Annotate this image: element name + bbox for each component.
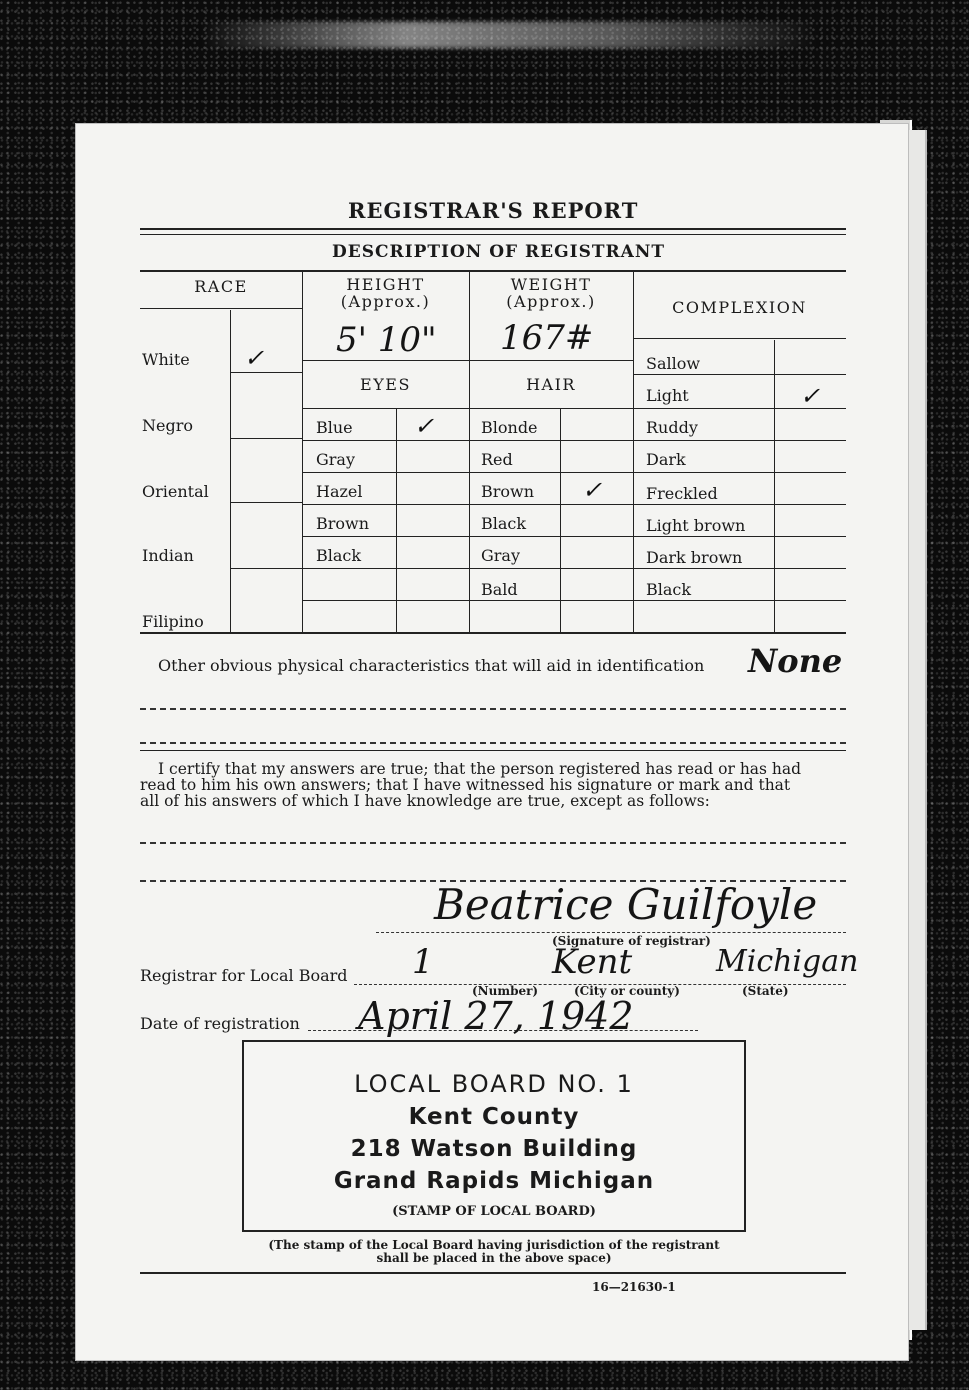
race-check-divider	[230, 310, 231, 632]
local-board-city: Kent	[552, 942, 633, 982]
rule	[140, 228, 846, 230]
registration-card	[76, 124, 908, 1360]
registrar-signature: Beatrice Guilfoyle	[434, 880, 818, 929]
rule	[633, 374, 846, 375]
scan-top-band	[200, 22, 820, 48]
dashed-rule	[140, 708, 846, 710]
stamp-note: shall be placed in the above space)	[376, 1251, 612, 1265]
rule	[633, 440, 846, 441]
hair-option: Bald	[481, 580, 518, 599]
certification-text: all of his answers of which I have knowledge are true, except as follows:	[140, 792, 710, 810]
complexion-option: Dark	[646, 450, 686, 469]
eyes-option: Hazel	[316, 482, 363, 501]
rule	[469, 472, 633, 473]
stamp-caption: (STAMP OF LOCAL BOARD)	[392, 1204, 596, 1219]
dashed-rule	[376, 932, 846, 933]
rule	[140, 234, 846, 235]
complexion-option: Freckled	[646, 484, 718, 503]
hair-option: Red	[481, 450, 513, 469]
rule	[302, 600, 469, 601]
rule	[140, 750, 846, 751]
rule	[633, 472, 846, 473]
city-caption: (City or county)	[574, 984, 680, 998]
stamp-line: LOCAL BOARD NO. 1	[354, 1070, 634, 1098]
rule	[230, 372, 302, 373]
eyes-check-divider	[396, 408, 397, 632]
hair-option: Black	[481, 514, 527, 533]
stamp-line: 218 Watson Building	[350, 1136, 638, 1162]
dashed-rule	[140, 742, 846, 744]
rule	[302, 440, 469, 441]
certification-text: read to him his own answers; that I have witnessed his signature or mark and that	[140, 776, 791, 794]
rule	[230, 438, 302, 439]
rule	[140, 270, 846, 272]
rule	[302, 568, 469, 569]
form-number: 16—21630-1	[592, 1280, 676, 1294]
rule	[302, 504, 469, 505]
date-label: Date of registration	[140, 1014, 300, 1033]
eyes-check-mark: ✓	[414, 412, 435, 440]
eyes-header: EYES	[360, 375, 411, 394]
race-header: RACE	[194, 277, 248, 296]
complexion-option: Light	[646, 386, 689, 405]
rule	[140, 1272, 846, 1274]
certification-text: I certify that my answers are true; that the person registered has read or has had	[158, 760, 802, 778]
stamp-note: (The stamp of the Local Board having jurisdiction of the registrant	[268, 1238, 720, 1252]
hair-header: HAIR	[526, 375, 576, 394]
complexion-check-divider	[774, 340, 775, 632]
rule	[633, 600, 846, 601]
local-board-number: 1	[412, 942, 434, 982]
form-subtitle: DESCRIPTION OF REGISTRANT	[332, 242, 666, 262]
hair-check-divider	[560, 408, 561, 632]
number-caption: (Number)	[472, 984, 539, 998]
rule	[469, 568, 633, 569]
race-option: White	[142, 350, 190, 369]
column-divider	[469, 270, 470, 632]
height-header: HEIGHT	[346, 275, 425, 294]
column-divider	[633, 270, 634, 632]
complexion-header: COMPLEXION	[672, 298, 807, 317]
race-check-mark: ✓	[244, 344, 265, 372]
rule	[469, 440, 633, 441]
complexion-option: Sallow	[646, 354, 701, 373]
weight-approx: (Approx.)	[506, 292, 596, 311]
rule	[633, 504, 846, 505]
weight-header: WEIGHT	[510, 275, 592, 294]
other-characteristics-label: Other obvious physical characteristics that will aid in identification	[158, 656, 705, 675]
stamp-line: Grand Rapids Michigan	[333, 1168, 655, 1194]
dashed-rule	[140, 842, 846, 844]
race-option: Oriental	[142, 482, 209, 501]
local-board-state: Michigan	[716, 944, 859, 979]
rule	[633, 568, 846, 569]
eyes-option: Gray	[316, 450, 356, 469]
complexion-option: Black	[646, 580, 692, 599]
race-option: Filipino	[142, 612, 204, 631]
race-option: Negro	[142, 416, 193, 435]
complexion-option: Dark brown	[646, 548, 743, 567]
rule	[230, 568, 302, 569]
signature-caption: (Signature of registrar)	[552, 934, 711, 948]
complexion-check-mark: ✓	[800, 382, 821, 410]
rule	[469, 536, 633, 537]
rule	[469, 600, 633, 601]
hair-option: Gray	[481, 546, 521, 565]
eyes-option: Brown	[316, 514, 370, 533]
rule	[633, 338, 846, 339]
race-option: Indian	[142, 546, 194, 565]
rule	[140, 308, 302, 309]
eyes-option: Black	[316, 546, 362, 565]
form-title: REGISTRAR'S REPORT	[348, 198, 639, 223]
rule	[302, 408, 633, 409]
date-value: April 27, 1942	[358, 994, 634, 1038]
local-board-label: Registrar for Local Board	[140, 966, 348, 985]
stamp-line: Kent County	[408, 1104, 580, 1130]
rule	[140, 632, 846, 634]
height-value: 5' 10"	[336, 320, 437, 360]
weight-value: 167#	[500, 318, 594, 358]
rule	[633, 408, 846, 409]
rule	[302, 472, 469, 473]
hair-option: Brown	[481, 482, 535, 501]
other-characteristics-value: None	[748, 642, 843, 680]
rule	[230, 502, 302, 503]
complexion-option: Ruddy	[646, 418, 698, 437]
local-board-stamp	[242, 1040, 746, 1232]
rule	[469, 504, 633, 505]
column-divider	[302, 270, 303, 632]
rule	[302, 536, 469, 537]
hair-check-mark: ✓	[582, 476, 603, 504]
eyes-option: Blue	[316, 418, 353, 437]
hair-option: Blonde	[481, 418, 538, 437]
rule	[302, 360, 633, 361]
complexion-option: Light brown	[646, 516, 746, 535]
rule	[633, 536, 846, 537]
height-approx: (Approx.)	[340, 292, 431, 311]
state-caption: (State)	[742, 984, 789, 998]
